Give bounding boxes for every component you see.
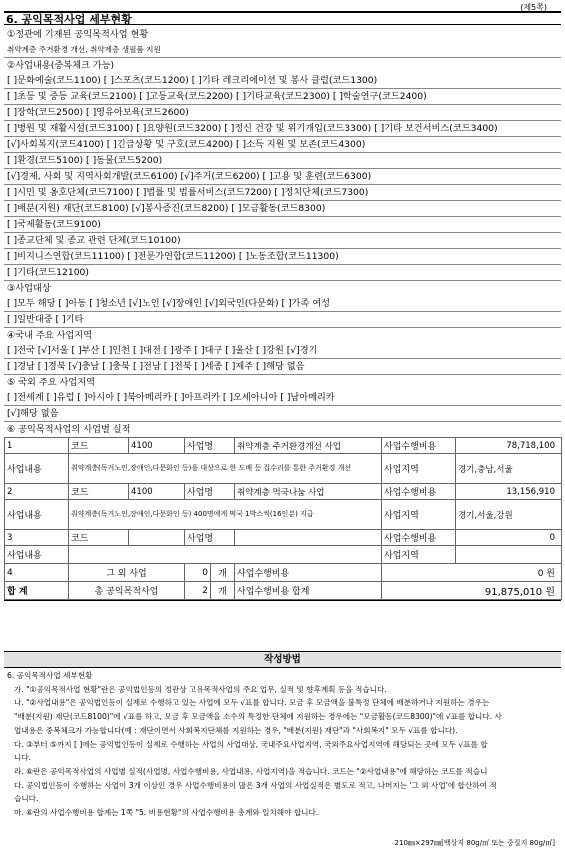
amount-label: 사업수행비용: [382, 438, 456, 454]
project-1-name[interactable]: 취약계층 주거환경개선 사업: [235, 438, 382, 454]
etc-label: 그 외 사업: [69, 564, 185, 582]
project-2-code[interactable]: 4100: [129, 484, 185, 500]
project-2-content[interactable]: 취약계층(독거노인,장애인,다문화인 등) 400명에게 떡국 1박스씩(16인분) 지급: [69, 500, 382, 530]
s4-row-2[interactable]: [ ]경남 [ ]경북 [√]충남 [ ]충북 [ ]전남 [ ]전북 [ ]세종 [ ]제주 [ ]해당 없음: [4, 359, 561, 375]
guide-line-11: 마. ⑥란의 사업수행비용 합계는 1쪽 "5. 비용현황"의 사업수행비용 총계와 일치해야 합니다.: [14, 808, 319, 818]
guide-line-8: 라. ⑥란은 공익목적사업의 사업별 실적(사업명, 사업수행비용, 사업내용, 사업지역)을 적습니다. 코드는 "②사업내용"에 해당하는 코드를 적습니: [14, 766, 488, 776]
name-label: 사업명: [185, 530, 235, 546]
s2-row-3[interactable]: [ ]장학(코드2500) [ ]영유아보육(코드2600): [4, 105, 561, 121]
project-3-content[interactable]: [69, 546, 382, 564]
total-count[interactable]: 2: [185, 582, 211, 600]
s1-heading: ①정관에 기재된 공익목적사업 현황: [7, 29, 149, 40]
project-1-detail-row: [5, 454, 562, 484]
form-body: [4, 27, 561, 601]
s4-heading: ④국내 주요 사업지역: [7, 330, 93, 341]
project-1-content[interactable]: 취약계층(독거노인,장애인,다문화인 등)을 대상으로 한 도배 등 집수리를 통한 주거환경 개선: [69, 454, 382, 484]
total-amount[interactable]: 91,875,010 원: [382, 582, 562, 600]
form-title: 6. 공익목적사업 세부현황: [4, 11, 561, 25]
s5-row-1[interactable]: [ ]전세계 [ ]유럽 [ ]아시아 [ ]북아메리카 [ ]아프리카 [ ]오세아니아 [ ]남아메리카: [4, 390, 561, 406]
content-label: 사업내용: [5, 500, 69, 530]
s2-row-2[interactable]: [ ]초등 및 중등 교육(코드2100) [ ]고등교육(코드2200) [ ]기타교육(코드2300) [ ]학술연구(코드2400): [4, 89, 561, 105]
total-name-label: 총 공익목적사업: [69, 582, 185, 600]
code-label: 코드: [69, 530, 129, 546]
etc-no: 4: [5, 564, 69, 582]
page-number: (제5쪽): [520, 3, 547, 12]
project-1-code[interactable]: 4100: [129, 438, 185, 454]
project-2-region[interactable]: 경기,서울,강원: [456, 500, 562, 530]
s5-row-2[interactable]: [√]해당 없음: [4, 406, 561, 422]
s4-row-1[interactable]: [ ]전국 [√]서울 [ ]부산 [ ]인천 [ ]대전 [ ]광주 [ ]대구 [ ]울산 [ ]강원 [√]경기: [4, 343, 561, 359]
s3-row-1[interactable]: [ ]모두 해당 [ ]아동 [ ]청소년 [√]노인 [√]장애인 [√]외국인(다문화) [ ]가족 여성: [4, 296, 561, 312]
s3-heading: ③사업대상: [7, 283, 51, 294]
project-2-no: 2: [5, 484, 69, 500]
s2-row-8[interactable]: [ ]시민 및 옹호단체(코드7100) [ ]법률 및 법률서비스(코드7200) [ ]정치단체(코드7300): [4, 185, 561, 201]
guide-line-1: 6. 공익목적사업 세부현황: [7, 671, 93, 680]
s2-row-13[interactable]: [ ]기타(코드12100): [4, 265, 561, 281]
guide-text: [4, 669, 561, 820]
project-3-no: 3: [5, 530, 69, 546]
etc-row: [5, 564, 562, 582]
guide-line-9: 다. 공익법인등이 수행하는 사업이 3개 이상인 경우 사업수행비용이 많은 3개 사업의 사업실적은 별도로 적고, 나머지는 '그 외 사업'에 합산하여 적: [14, 780, 497, 790]
project-2-amount[interactable]: 13,156,910: [456, 484, 562, 500]
project-3-code[interactable]: [129, 530, 185, 546]
guide-line-7: 니다.: [14, 753, 32, 763]
guide-line-3: 나. "②사업내용"은 공익법인등이 실제로 수행하고 있는 사업에 모두 √표를 합니다. 모금 후 모금액을 불특정 단체에 배분하거나 지원하는 경우는: [14, 698, 490, 708]
project-1-region[interactable]: 경기,충남,서울: [456, 454, 562, 484]
s2-heading: ②사업내용(중복체크 가능): [7, 60, 115, 71]
project-2-name[interactable]: 취약계층 먹국나눔 사업: [235, 484, 382, 500]
project-table: [4, 437, 562, 600]
project-1-amount[interactable]: 78,718,100: [456, 438, 562, 454]
region-label: 사업지역: [382, 454, 456, 484]
s6-heading: ⑥ 공익목적사업의 사업별 실적: [7, 424, 131, 435]
etc-unit: 개: [211, 564, 235, 582]
total-unit: 개: [211, 582, 235, 600]
s2-row-7[interactable]: [√]경제, 사회 및 지역사회개발(코드6100) [√]주거(코드6200) [ ]고용 및 훈련(코드6300): [4, 169, 561, 185]
s3-row-2[interactable]: [ ]일반대중 [ ]기타: [4, 312, 561, 328]
guide-heading: 작성방법: [4, 651, 561, 668]
project-3-row: [5, 530, 562, 546]
etc-amount[interactable]: 0 원: [382, 564, 562, 582]
s2-row-12[interactable]: [ ]비지니스연합(코드11100) [ ]전문가연합(코드11200) [ ]노동조합(코드11300): [4, 249, 561, 265]
region-label: 사업지역: [382, 546, 456, 564]
total-row: [5, 582, 562, 600]
guide-line-2: 가. "①공익목적사업 현황"란은 공익법인등의 정관상 고유목적사업의 주요 업무, 실적 및 향후계획 등을 적습니다.: [14, 684, 387, 694]
s1-text: 취약계층 주거환경 개선, 취약계층 생필품 지원: [4, 42, 561, 58]
s2-row-4[interactable]: [ ]병원 및 재활시설(코드3100) [ ]요양원(코드3200) [ ]정신 건강 및 위기개입(코드3300) [ ]기타 보건서비스(코드3400): [4, 121, 561, 137]
s2-row-1[interactable]: [ ]문화예술(코드1100) [ ]스포츠(코드1200) [ ]기타 레크리에이션 및 봉사 클럽(코드1300): [4, 73, 561, 89]
code-label: 코드: [69, 438, 129, 454]
project-1-row: [5, 438, 562, 454]
s2-row-10[interactable]: [ ]국제활동(코드9100): [4, 217, 561, 233]
content-label: 사업내용: [5, 546, 69, 564]
s5-heading: ⑤ 국외 주요 사업지역: [7, 377, 95, 388]
code-label: 코드: [69, 484, 129, 500]
etc-amount-label: 사업수행비용: [235, 564, 382, 582]
s2-row-9[interactable]: [ ]배분(지원) 재단(코드8100) [√]봉사증진(코드8200) [ ]모금활동(코드8300): [4, 201, 561, 217]
amount-label: 사업수행비용: [382, 530, 456, 546]
guide-line-5: 업내용은 중복체크가 가능합니다(예 : 재단이면서 사회복지단체를 지원하는 경우, "배분(지원) 재단"과 "사회복지" 모두 √표를 합니다).: [14, 725, 458, 735]
project-3-amount[interactable]: 0: [456, 530, 562, 546]
project-1-no: 1: [5, 438, 69, 454]
guide-line-10: 습니다.: [14, 794, 39, 804]
total-label: 합 계: [5, 582, 69, 600]
total-amount-label: 사업수행비용 합계: [235, 582, 382, 600]
s2-row-5[interactable]: [√]사회복지(코드4100) [ ]긴급상황 및 구호(코드4200) [ ]소득 지원 및 보존(코드4300): [4, 137, 561, 153]
guide-line-6: 다. ③부터 ⑤까지 [ ]에는 공익법인등이 실제로 수행하는 사업의 사업대상, 국내주요사업지역, 국외주요사업지역에 해당되는 곳에 모두 √표를 합: [14, 739, 488, 749]
name-label: 사업명: [185, 438, 235, 454]
amount-label: 사업수행비용: [382, 484, 456, 500]
content-label: 사업내용: [5, 454, 69, 484]
s2-row-6[interactable]: [ ]환경(코드5100) [ ]동물(코드5200): [4, 153, 561, 169]
project-3-detail-row: [5, 546, 562, 564]
project-2-row: [5, 484, 562, 500]
guide-line-4: "배분(지원) 재단(코드8100)"에 √표를 하고, 모금 후 모금액을 소수의 특정한 단체에 지원하는 경우에는 "모금활동(코드8300)"에 √표를 합니다. 사: [14, 712, 502, 722]
s2-row-11[interactable]: [ ]종교단체 및 종교 관련 단체(코드10100): [4, 233, 561, 249]
region-label: 사업지역: [382, 500, 456, 530]
project-3-name[interactable]: [235, 530, 382, 546]
name-label: 사업명: [185, 484, 235, 500]
project-2-detail-row: [5, 500, 562, 530]
paper-spec: 210㎜×297㎜[백상지 80g/㎡ 또는 중질지 80g/㎡]: [394, 839, 555, 847]
etc-count[interactable]: 0: [185, 564, 211, 582]
project-3-region[interactable]: [456, 546, 562, 564]
